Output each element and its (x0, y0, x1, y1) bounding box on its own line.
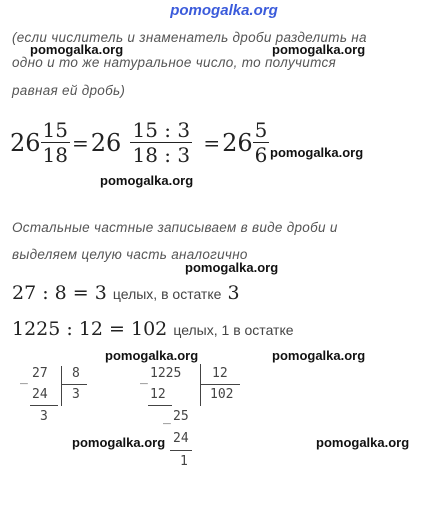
watermark: pomogalka.org (185, 260, 279, 275)
site-watermark-top: pomogalka.org (170, 2, 278, 19)
remainder-value: 3 (227, 282, 240, 304)
subtraction-line (30, 405, 58, 406)
fraction-15-18 (41, 118, 70, 167)
quotient: 3 (72, 387, 80, 402)
minus-sign: _ (140, 370, 148, 385)
division-bar-vertical (61, 366, 62, 406)
minus-sign: _ (163, 410, 171, 425)
step-value: 25 (173, 409, 189, 424)
watermark: pomogalka.org (100, 173, 194, 188)
expression: 27 : 8 = 3 (12, 282, 107, 304)
denominator: 18 (42, 143, 68, 167)
division-bar-horizontal (61, 384, 87, 385)
equals-sign: = (72, 130, 89, 155)
watermark: pomogalka.org (272, 348, 366, 363)
whole-part: 26 (10, 128, 41, 157)
numerator: 15 (42, 118, 68, 142)
watermark: pomogalka.org (316, 435, 410, 450)
fraction-divided (121, 118, 201, 167)
watermark: pomogalka.org (272, 42, 366, 57)
rule-line-1: (если числитель и знаменатель дроби разделить на (12, 30, 367, 45)
dividend: 27 (32, 366, 48, 381)
watermark: pomogalka.org (105, 348, 199, 363)
denominator: 6 (254, 143, 268, 167)
example-27-div-8 (12, 282, 240, 304)
product: 12 (150, 387, 166, 402)
fraction-5-6 (253, 118, 270, 167)
fraction-equation (10, 118, 269, 167)
division-bar-horizontal (200, 384, 240, 385)
dividend: 1225 (150, 366, 182, 381)
remainder: 3 (40, 409, 48, 424)
divisor: 8 (72, 366, 80, 381)
rule-line-3: равная ей дробь) (12, 83, 126, 98)
expression: 1225 : 12 = 102 (12, 318, 168, 340)
numerator: 15 : 3 (132, 118, 191, 142)
numerator: 5 (254, 118, 268, 142)
equals-sign: = (203, 130, 221, 155)
watermark: pomogalka.org (30, 42, 124, 57)
expression-words: целых, 1 в остатке (173, 322, 294, 338)
denominator: 18 : 3 (132, 143, 191, 167)
example-1225-div-12 (12, 318, 294, 340)
subtraction-line (148, 405, 172, 406)
expression-words: целых, в остатке (112, 286, 222, 302)
minus-sign: _ (20, 370, 28, 385)
product: 24 (173, 431, 189, 446)
watermark: pomogalka.org (72, 435, 166, 450)
quotient: 102 (210, 387, 234, 402)
rule-line-2: одно и то же натуральное число, то получится (12, 55, 337, 70)
note-line-2: выделяем целую часть аналогично (12, 247, 248, 262)
note-line-1: Остальные частные записываем в виде дроби и (12, 220, 338, 235)
watermark: pomogalka.org (270, 145, 364, 160)
product: 24 (32, 387, 48, 402)
subtraction-line (170, 450, 192, 451)
remainder: 1 (180, 454, 188, 469)
division-bar-vertical (200, 364, 201, 406)
whole-part: 26 (90, 128, 122, 157)
divisor: 12 (212, 366, 228, 381)
whole-part: 26 (222, 128, 253, 157)
